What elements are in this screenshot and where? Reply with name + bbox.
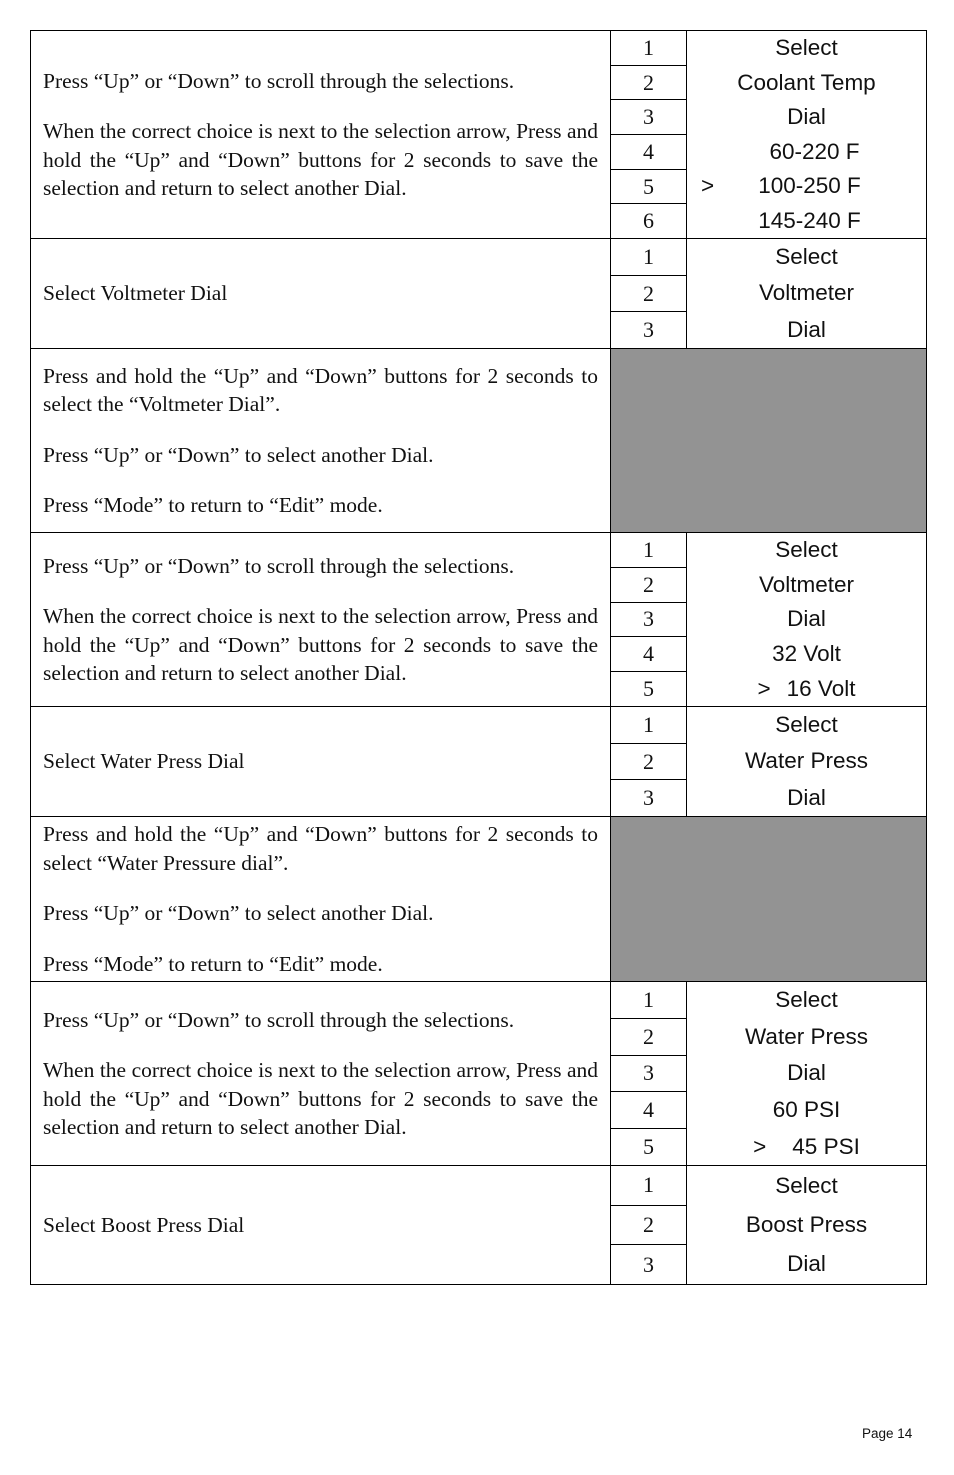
line-number: 3	[611, 1056, 686, 1093]
instruction-text: Press “Mode” to return to “Edit” mode.	[43, 951, 383, 976]
screen-option-selected: 16 Volt	[786, 675, 856, 701]
screen-line: Select	[775, 244, 838, 270]
screen-option-selected: 45 PSI	[792, 1133, 860, 1159]
screen-line: Dial	[787, 1251, 826, 1277]
screen-line: Select	[775, 987, 838, 1013]
line-number: 1	[611, 533, 686, 568]
table-row-water-press-selection	[31, 982, 926, 1166]
line-number: 1	[611, 1166, 686, 1206]
screen-line-selected	[687, 169, 926, 204]
instruction-cell	[31, 349, 611, 532]
line-number: 2	[611, 568, 686, 603]
instruction-text: Select Boost Press Dial	[43, 1212, 245, 1237]
instruction-table	[30, 30, 927, 1285]
line-number: 2	[611, 744, 686, 781]
blank-display-panel	[611, 817, 926, 981]
screen-option-selected: 100-250 F	[758, 173, 861, 199]
screen-line: Coolant Temp	[737, 69, 876, 95]
line-number-column	[611, 533, 687, 706]
table-row-voltmeter-selection	[31, 533, 926, 707]
instruction-text: Press “Up” or “Down” to select another Dial.	[43, 901, 434, 925]
blank-display-panel	[611, 349, 926, 532]
table-row-select-boost-press	[31, 1166, 926, 1285]
instruction-text: Select Voltmeter Dial	[43, 281, 228, 306]
instruction-text: Select Water Press Dial	[43, 749, 245, 774]
line-number: 1	[611, 982, 686, 1019]
screen-line: Select	[775, 537, 838, 563]
screen-line: Dial	[787, 1060, 826, 1086]
instruction-text: When the correct choice is next to the selection arrow, Press and hold the “Up” and “Down” buttons for 2 seconds to save the selection and return to select another Dial.	[43, 1058, 598, 1139]
selection-arrow-icon: >	[757, 675, 771, 701]
instruction-text: Press “Up” or “Down” to select another Dial.	[43, 442, 434, 467]
page-number: Page 14	[862, 1426, 913, 1441]
line-number: 4	[611, 1092, 686, 1129]
line-number-column	[611, 239, 687, 348]
instruction-text: Press “Mode” to return to “Edit” mode.	[43, 493, 383, 517]
line-number: 1	[611, 239, 686, 276]
table-row-coolant-selection	[31, 31, 926, 239]
selection-arrow-icon: >	[753, 1133, 767, 1159]
instruction-text: Press and hold the “Up” and “Down” buttons for 2 seconds to select “Water Pressure dial”.	[43, 822, 598, 875]
instruction-text: Press “Up” or “Down” to scroll through the selections.	[43, 553, 515, 578]
line-number-column	[611, 1166, 687, 1284]
instruction-text: Press “Up” or “Down” to scroll through the selections.	[43, 68, 515, 93]
instruction-cell	[31, 817, 611, 981]
screen-line-selected	[687, 671, 926, 706]
instruction-text: Press and hold the “Up” and “Down” buttons for 2 seconds to select the “Voltmeter Dial”.	[43, 363, 598, 416]
line-number: 4	[611, 135, 686, 170]
instruction-cell	[31, 533, 611, 706]
line-number: 3	[643, 1251, 654, 1277]
screen-line: Voltmeter	[758, 280, 855, 306]
line-number: 2	[611, 1019, 686, 1056]
line-number-column	[611, 707, 687, 816]
display-screen	[687, 982, 926, 1165]
display-screen	[687, 31, 926, 238]
screen-line	[687, 135, 926, 170]
line-number: 1	[611, 31, 686, 66]
line-number: 3	[643, 785, 654, 811]
line-number: 1	[611, 707, 686, 744]
instruction-text: When the correct choice is next to the selection arrow, Press and hold the “Up” and “Down” buttons for 2 seconds to save the selection and return to select another Dial.	[43, 119, 598, 200]
line-number: 3	[643, 317, 654, 343]
table-row-select-voltmeter	[31, 239, 926, 349]
screen-line: Dial	[787, 606, 826, 632]
instruction-cell	[31, 239, 611, 348]
display-screen	[687, 533, 926, 706]
line-number-column	[611, 31, 687, 238]
line-number: 2	[611, 1206, 686, 1246]
screen-line: 32 Volt	[772, 641, 841, 667]
screen-line-selected	[687, 1128, 926, 1165]
screen-line: Dial	[787, 784, 826, 810]
table-row-voltmeter-hold	[31, 349, 926, 533]
display-screen	[687, 707, 926, 816]
display-screen	[687, 239, 926, 348]
line-number: 2	[611, 66, 686, 101]
screen-line: Voltmeter	[758, 571, 855, 597]
line-number: 5	[643, 1134, 654, 1160]
screen-line: Water Press	[745, 1023, 868, 1049]
line-number: 5	[643, 676, 654, 702]
instruction-cell	[31, 1166, 611, 1284]
line-number-column	[611, 982, 687, 1165]
line-number: 6	[643, 208, 654, 234]
display-screen	[687, 1166, 926, 1284]
screen-line: Select	[775, 1172, 838, 1198]
table-row-water-press-hold	[31, 817, 926, 982]
screen-line: Select	[775, 35, 838, 61]
screen-line: Dial	[787, 316, 826, 342]
line-number: 3	[611, 603, 686, 638]
screen-line: Water Press	[745, 748, 868, 774]
screen-option: 145-240 F	[758, 207, 861, 233]
screen-line: Dial	[787, 104, 826, 130]
screen-line	[687, 204, 926, 239]
instruction-text: Press “Up” or “Down” to scroll through the selections.	[43, 1007, 515, 1032]
screen-line: Select	[775, 712, 838, 738]
screen-line: 60 PSI	[772, 1097, 841, 1123]
selection-arrow-icon: >	[701, 173, 715, 199]
line-number: 4	[611, 637, 686, 672]
instruction-cell	[31, 31, 611, 238]
line-number: 3	[611, 100, 686, 135]
instruction-text: When the correct choice is next to the selection arrow, Press and hold the “Up” and “Down” buttons for 2 seconds to save the selection and return to select another Dial.	[43, 604, 598, 685]
line-number: 2	[611, 276, 686, 313]
screen-line: Boost Press	[745, 1211, 868, 1237]
table-row-select-water-press	[31, 707, 926, 817]
instruction-cell	[31, 982, 611, 1165]
line-number: 5	[611, 170, 686, 205]
instruction-cell	[31, 707, 611, 816]
screen-option: 60-220 F	[769, 138, 860, 164]
